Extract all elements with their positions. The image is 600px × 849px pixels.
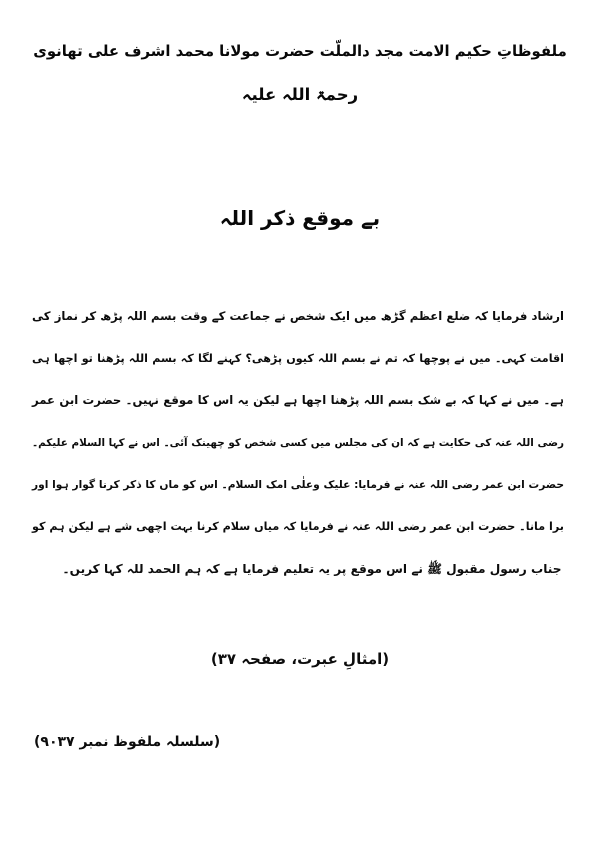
body-line [32, 506, 564, 548]
section-heading: بے موقع ذکر اللہ [219, 206, 381, 230]
document-header [22, 40, 578, 104]
body-line-text: اقامت کہی۔ میں نے پوچھا کہ تم نے بسم اللہ کیوں پڑھی؟ کہنے لگا کہ بسم اللہ پڑھنا تو اچھا ہی [32, 352, 564, 366]
body-line-text: ارشاد فرمایا کہ ضلع اعظم گڑھ میں ایک شخص نے جماعت کے وقت بسم اللہ پڑھ کر نماز کی [32, 309, 564, 324]
body-line [32, 464, 564, 506]
body-line [32, 338, 564, 380]
body-line [32, 296, 564, 338]
series-citation: (سلسلہ ملفوظ نمبر ۹۰۳۷) [34, 734, 221, 750]
body-line-text: برا مانا۔ حضرت ابن عمر رضی اللہ عنہ نے فرمایا کہ میاں سلام کرنا بہت اچھی شے ہے لیکن ہم کو [32, 520, 564, 534]
body-line-text: حضرت ابن عمر رضی اللہ عنہ نے فرمایا: علیک وعلٰی امک السلام۔ اس کو ماں کا ذکر کرنا گوار ہوا اور [32, 477, 564, 491]
source-citation: (امثالِ عبرت، صفحہ ۳۷) [210, 650, 390, 668]
body-line [32, 422, 564, 464]
body-line [32, 380, 564, 422]
title-honorific: رحمۃ اللہ علیہ [241, 84, 359, 104]
body-line-text: ہے۔ میں نے کہا کہ بے شک بسم اللہ پڑھنا اچھا ہے لیکن یہ اس کا موقع نہیں۔ حضرت ابن عمر [32, 393, 564, 408]
body-text [32, 296, 564, 590]
page-title: ملفوظاتِ حکیم الامت مجد دالملّت حضرت مولانا محمد اشرف علی تھانوی [33, 42, 567, 60]
body-line [32, 548, 564, 590]
body-line-text: رضی اللہ عنہ کی حکایت ہے کہ ان کی مجلس میں کسی شخص کو چھینک آئی۔ اس نے کہا السلام علیکم۔ [32, 436, 564, 449]
body-line-text: جناب رسول مقبول ﷺ نے اس موقع پر یہ تعلیم فرمایا ہے کہ ہم الحمد للہ کہا کریں۔ [62, 561, 562, 576]
